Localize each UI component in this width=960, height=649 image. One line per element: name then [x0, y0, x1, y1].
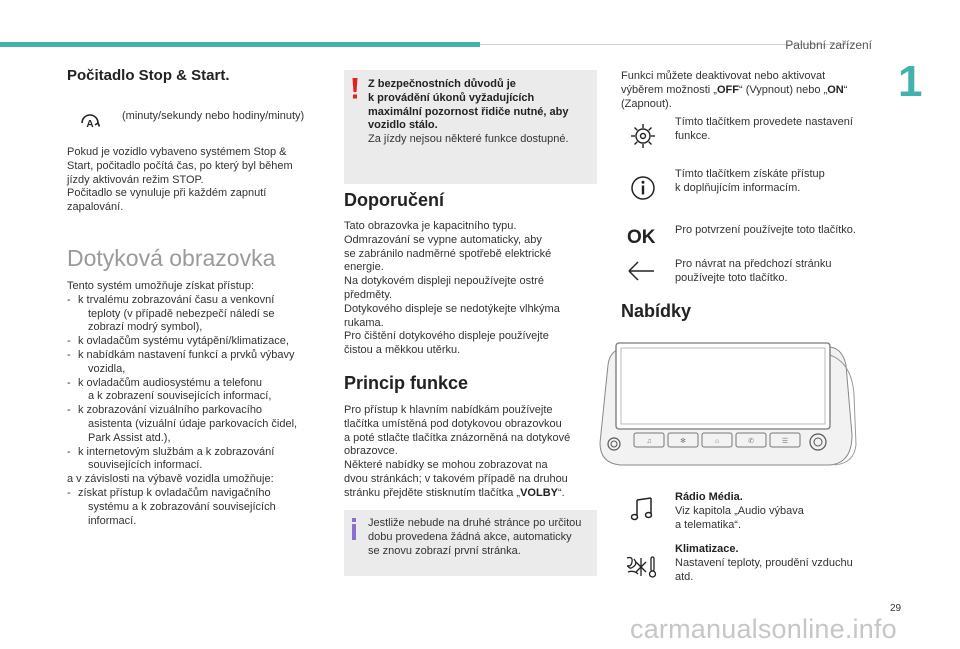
recommendation-title: Doporučení	[344, 190, 445, 210]
warning-icon	[351, 78, 359, 100]
list-item: - k trvalému zobrazování času a venkovní teploty (v případě nebezpečí náledí se zobrazí modrý symbol),	[67, 293, 275, 334]
settings-desc: Tímto tlačítkem provedete nastavení funkce.	[675, 116, 853, 142]
stop-start-icon	[78, 110, 102, 134]
list-item: - k nabídkám nastavení funkcí a prvků výbavy vozidla,	[67, 348, 295, 375]
menu-climate: Klimatizace. Nastavení teploty, proudění vzduchu atd.	[675, 543, 853, 583]
svg-text:♫: ♫	[646, 438, 652, 445]
touchscreen-illustration	[590, 335, 860, 475]
settings-gear-icon	[629, 122, 657, 150]
deactivate-text: Funkci můžete deaktivovat nebo aktivovat výběrem možnosti „OFF“ (Vypnout) nebo „ON“ (Zapnout).	[621, 70, 848, 110]
stop-start-text: Pokud je vozidlo vybaveno systémem Stop & Start, počitadlo počítá čas, po který byl během jízdy aktivován režim STOP. Počitadlo se vynuluje při každém zapnutí zapalování.	[67, 146, 293, 214]
ok-icon: OK	[627, 227, 656, 248]
chapter-number: 1	[898, 57, 923, 106]
principle-title: Princip funkce	[344, 373, 469, 393]
climate-fan-icon	[624, 554, 658, 580]
back-desc: Pro návrat na předchozí stránku používejte toto tlačítko.	[675, 258, 832, 284]
recommendation-text: Tato obrazovka je kapacitního typu. Odmrazování se vypne automaticky, aby se zabránilo nadměrné spotřebě elektrické energie. Na dotykovém displeji nepoužívejte ostré předměty. Dotykového displeje se nedotýkejte vlhkýma rukama. Pro čištění dotykového displeje používejte čistou a měkkou utěrku.	[344, 220, 560, 357]
page-number: 29	[890, 603, 902, 614]
watermark: carmanualsonline.info	[630, 614, 897, 644]
svg-text:☰: ☰	[781, 438, 789, 445]
info-text: Jestliže nebude na druhé stránce po určitou dobu provedena žádná akce, automaticky se znovu zobrazí první stránka.	[368, 517, 582, 557]
touchscreen-title: Dotyková obrazovka	[67, 245, 276, 271]
back-arrow-icon	[626, 259, 656, 283]
list-item: - získat přístup k ovladačům navigačního systému a k zobrazování souvisejících informací.	[67, 486, 276, 527]
stop-start-format: (minuty/sekundy nebo hodiny/minuty)	[122, 110, 305, 122]
stop-start-title: Počitadlo Stop & Start.	[67, 67, 230, 84]
menus-title: Nabídky	[621, 301, 692, 321]
info-desc: Tímto tlačítkem získáte přístup k doplňujícím informacím.	[675, 168, 825, 194]
svg-text:✆: ✆	[748, 438, 754, 445]
section-header: Palubní zařízení	[785, 38, 872, 52]
info-icon	[351, 518, 357, 540]
principle-text: Pro přístup k hlavním nabídkám používejte tlačítka umístěná pod dotykovou obrazovkou a poté stlačte tlačítka znázorněná na dotykové obrazovce. Některé nabídky se mohou zobrazovat na dvou stránkách; v takovém případě na druhou stránku přejděte stisknutím tlačítka „VOLBY“.	[344, 404, 571, 499]
list-item: - k internetovým službám a k zobrazování souvisejících informací.	[67, 445, 275, 472]
info-circle-icon	[630, 175, 656, 201]
list-item: - k ovladačům systému vytápění/klimatizace,	[67, 335, 289, 348]
menu-radio-media: Rádio Média. Viz kapitola „Audio výbava a telematika“.	[675, 491, 804, 531]
list-item: - k ovladačům audiosystému a telefonu a k zobrazení souvisejících informací,	[67, 376, 272, 403]
list-item: - k zobrazování vizuálního parkovacího asistenta (vizuální údaje parkovacích čidel, Park Assist atd.),	[67, 404, 298, 444]
touchscreen-text: Tento systém umožňuje získat přístup: - k trvalému zobrazování času a venkovní teploty (v případě nebezpečí náledí se zobrazí modrý symbol), - k ovladačům systému vytápění/klimatizace, - k nabídkám nastavení funkcí a prvků výbavy vozidla, - k ovladačům audiosystému a telefonu a k zobrazení souvisejících informací, - k zobrazování vizuálního parkovacího asistenta (vizuální údaje parkovacích čidel, Park Assist atd.), - k internetovým službám a k zobrazování souvisejících informací. a v závislosti na výbavě vozidla umožňuje: - získat přístup k ovladačům navigačního systému a k zobrazování souvisejících informací.	[67, 280, 342, 528]
music-note-icon	[630, 496, 654, 522]
warning-text: Z bezpečnostních důvodů je k provádění úkonů vyžadujících maximální pozornost řidiče nutné, aby vozidlo stálo. Za jízdy nejsou některé funkce dostupné.	[368, 78, 569, 146]
svg-text:⌂: ⌂	[714, 438, 720, 445]
ok-desc: Pro potvrzení používejte toto tlačítko.	[675, 224, 856, 236]
svg-text:✻: ✻	[680, 438, 686, 445]
svg-text:A: A	[86, 119, 94, 130]
header-accent-bar	[0, 42, 480, 47]
